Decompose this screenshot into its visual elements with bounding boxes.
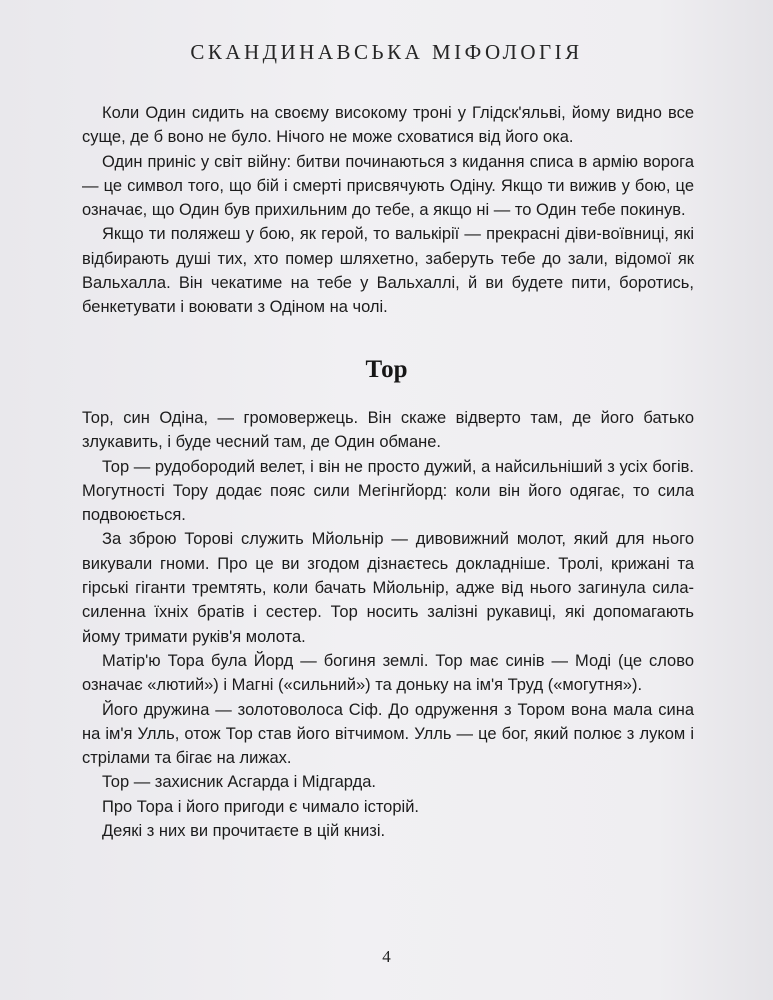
paragraph: Тор — захисник Асгарда і Мідгарда. <box>102 773 376 792</box>
section-title: Тор <box>365 356 408 383</box>
paragraph: Деякі з них ви прочитаєте в цій книзі. <box>102 822 386 841</box>
running-head: СКАНДИНАВСЬКА МІФОЛОГІЯ <box>190 40 583 64</box>
paragraph: Про Тора і його пригоди є чимало історій. <box>102 797 420 816</box>
paragraph: Тор, син Одіна, — громовержець. Він скаже відверто там, де його батько злукавить, і буде чесний там, де Один обмане. <box>82 409 694 452</box>
paragraph: Один приніс у світ війну: битви починаються з кидання списа в армію ворога — це символ того, що бій і смерті присвячують Одіну. Якщо ти вижив у бою, це означає, що Один був прихильним до тебе, а якщо ні — то Один тебе покинув. <box>82 152 694 220</box>
paragraph: Якщо ти поляжеш у бою, як герой, то валькірії — прекрасні діви-воївниці, які відбирають душі тих, хто помер шляхетно, заберуть тебе до зали, відомої як Вальхалла. Він чекатиме на тебе у Вальхаллі, й ви будете пити, боротись, бенкетувати і воювати з Одіном на чолі. <box>82 225 694 317</box>
paragraph: За зброю Торові служить Мйольнір — дивовижний молот, який для нього викували гноми. Про це ви згодом дізнаєтесь докладніше. Тролі, крижані та гірські гіганти тремтять, коли бачать Мйольнір, адже від нього загинула сила-силенна їхніх братів і сестер. Тор носить залізні рукавиці, які допомагають йому тримати руків'я молота. <box>82 530 694 646</box>
paragraph: Коли Один сидить на своєму високому троні у Глідск'яльві, йому видно все суще, де б воно не було. Нічого не може сховатися від його ока. <box>82 104 694 147</box>
page-number: 4 <box>382 947 391 966</box>
odin-text-block <box>82 101 694 320</box>
thor-text-block <box>82 406 694 843</box>
paragraph: Його дружина — золотоволоса Сіф. До одруження з Тором вона мала сина на ім'я Улль, отож Тор став його вітчимом. Улль — це бог, який полює з луком і стрілами та бігає на лижах. <box>82 700 694 768</box>
paragraph: Матір'ю Тора була Йорд — богиня землі. Тор має синів — Моді (це слово означає «лютий») і Магні («сильний») та доньку на ім'я Труд («могутня»). <box>82 651 694 695</box>
paragraph: Тор — рудобородий велет, і він не просто дужий, а найсильніший з усіх богів. Могутності Тору додає пояс сили Мегінгйорд: коли він його одягає, то сила подвоюється. <box>82 457 694 525</box>
